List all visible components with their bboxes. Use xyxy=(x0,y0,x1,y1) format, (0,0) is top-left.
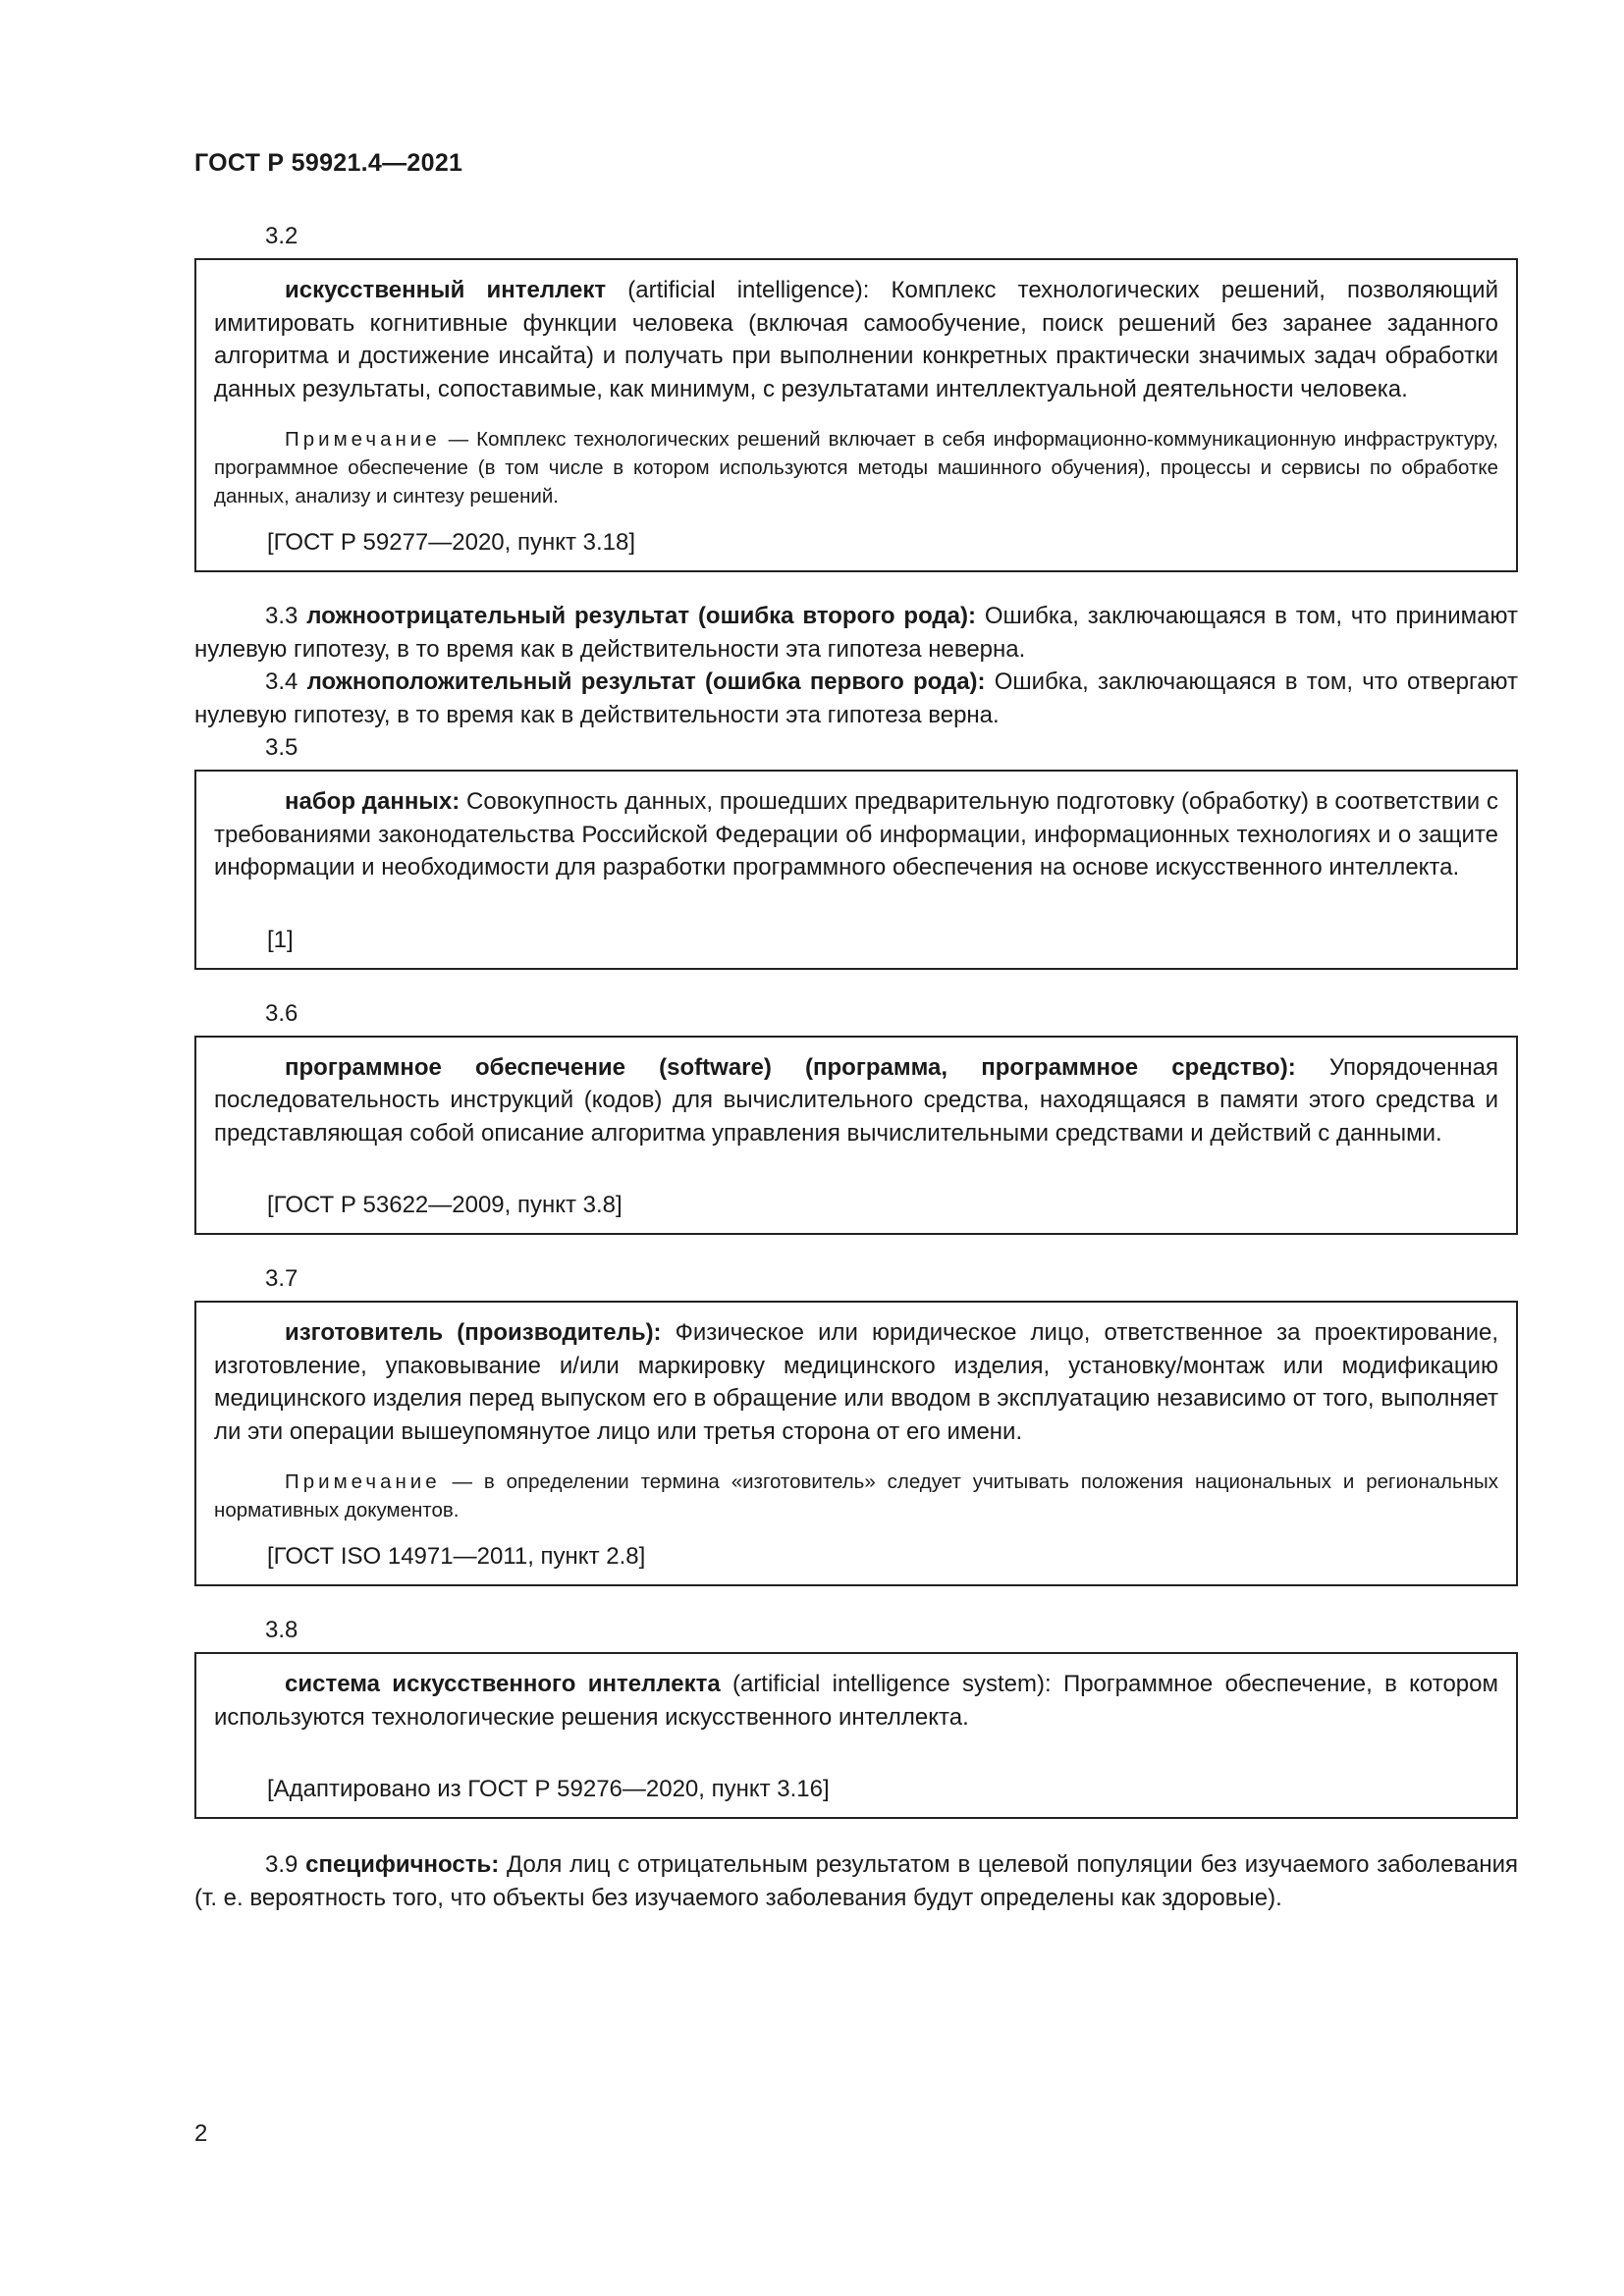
definition-text xyxy=(214,785,1498,884)
note xyxy=(214,425,1498,510)
definition-body: Упорядоченная последовательность инструкций (кодов) для вычислительного средства, находящаяся в памяти этого средства и представляющая собой описание алгоритма управления вычислительными средствами и действий с данными. xyxy=(214,1053,1498,1147)
note-body: — Комплекс технологических решений включает в себя информационно-коммуникационную инфраструктуру, программное обеспечение (в том числе в котором используются методы машинного обучения), процессы и сервисы по обработке данных, анализу и синтезу решений. xyxy=(214,428,1498,507)
definition-body: Доля лиц с отрицательным результатом в целевой популяции без изучаемого заболевания (т. е. вероятность того, что объекты без изучаемого заболевания будут определены как здоровые). xyxy=(194,1851,1519,1911)
definition-paragraph xyxy=(194,600,1518,666)
definition-box xyxy=(194,770,1518,970)
definition-body: Ошибка, заключающаяся в том, что отвергают нулевую гипотезу, в то время как в действительности эта гипотеза верна. xyxy=(194,668,1519,728)
clause-number: 3.8 xyxy=(265,1617,298,1643)
term-bold: ложноположительный результат (ошибка первого рода): xyxy=(306,668,986,695)
definition-body: Ошибка, заключающаяся в том, что принимают нулевую гипотезу, в то время как в действительности эта гипотеза неверна. xyxy=(194,603,1518,663)
document-id: ГОСТ Р 59921.4—2021 xyxy=(194,149,463,177)
clause-number: 3.9 xyxy=(265,1851,298,1878)
source-reference: [Адаптировано из ГОСТ Р 59276—2020, пункт 3.16] xyxy=(267,1776,830,1802)
note-body: — в определении термина «изготовитель» следует учитывать положения национальных и региональных нормативных документов. xyxy=(214,1470,1498,1522)
source-reference: [ГОСТ ISO 14971—2011, пункт 2.8] xyxy=(267,1543,646,1570)
definition-body: (artificial intelligence): Комплекс технологических решений, позволяющий имитировать когнитивные функции человека (включая самообучение, поиск решений без заранее заданного алгоритма и достижение инсайта) и получать при выполнении конкретных практически значимых задач обработки данных результаты, сопоставимые, как минимум, с результатами интеллектуальной деятельности человека. xyxy=(214,277,1498,402)
note-label: Примечание xyxy=(285,1470,441,1493)
term-bold: программное обеспечение (software) (программа, программное средство): xyxy=(285,1053,1296,1081)
definition-text xyxy=(214,274,1498,405)
clause-number: 3.4 xyxy=(265,668,298,695)
definition-paragraph xyxy=(194,1848,1518,1914)
definition-body: Совокупность данных, прошедших предварительную подготовку (обработку) в соответствии с требованиями законодательства Российской Федерации об информации, информационных технологиях и о защите информации и необходимости для разработки программного обеспечения на основе искусственного интеллекта. xyxy=(214,788,1498,881)
clause-number: 3.5 xyxy=(265,734,298,761)
definition-body: Физическое или юридическое лицо, ответственное за проектирование, изготовление, упаковывание и/или маркировку медицинского изделия, установку/монтаж или модификацию медицинского изделия перед выпуском его в обращение или вводом в эксплуатацию независимо от того, выполняет ли эти операции вышеупомянутое лицо или третья сторона от его имени. xyxy=(214,1319,1498,1445)
term-bold: ложноотрицательный результат (ошибка второго рода): xyxy=(306,603,976,629)
definition-box xyxy=(194,1301,1518,1586)
definition-box xyxy=(194,1652,1518,1819)
term-bold: набор данных: xyxy=(285,788,460,815)
source-reference: [1] xyxy=(267,926,294,953)
note xyxy=(214,1468,1498,1524)
term-bold: система искусственного интеллекта xyxy=(285,1671,721,1697)
document-content xyxy=(194,220,1518,1914)
definition-box xyxy=(194,258,1518,572)
source-reference: [ГОСТ Р 59277—2020, пункт 3.18] xyxy=(267,529,636,556)
term-bold: изготовитель (производитель): xyxy=(285,1319,662,1346)
definition-body: (artificial intelligence system): Программное обеспечение, в котором используются технологические решения искусственного интеллекта. xyxy=(214,1671,1499,1731)
clause-number: 3.3 xyxy=(265,603,298,629)
term-bold: искусственный интеллект xyxy=(285,277,607,303)
definition-text xyxy=(214,1051,1498,1150)
source-reference: [ГОСТ Р 53622—2009, пункт 3.8] xyxy=(267,1192,623,1218)
definition-box xyxy=(194,1036,1518,1236)
note-label: Примечание xyxy=(285,428,441,451)
definition-text xyxy=(214,1316,1498,1448)
clause-number: 3.7 xyxy=(265,1265,298,1292)
definition-text xyxy=(214,1668,1498,1734)
clause-number: 3.2 xyxy=(265,223,298,249)
definition-paragraph xyxy=(194,666,1518,731)
term-bold: специфичность: xyxy=(305,1851,500,1878)
clause-number: 3.6 xyxy=(265,999,298,1027)
page-number: 2 xyxy=(194,2120,208,2147)
